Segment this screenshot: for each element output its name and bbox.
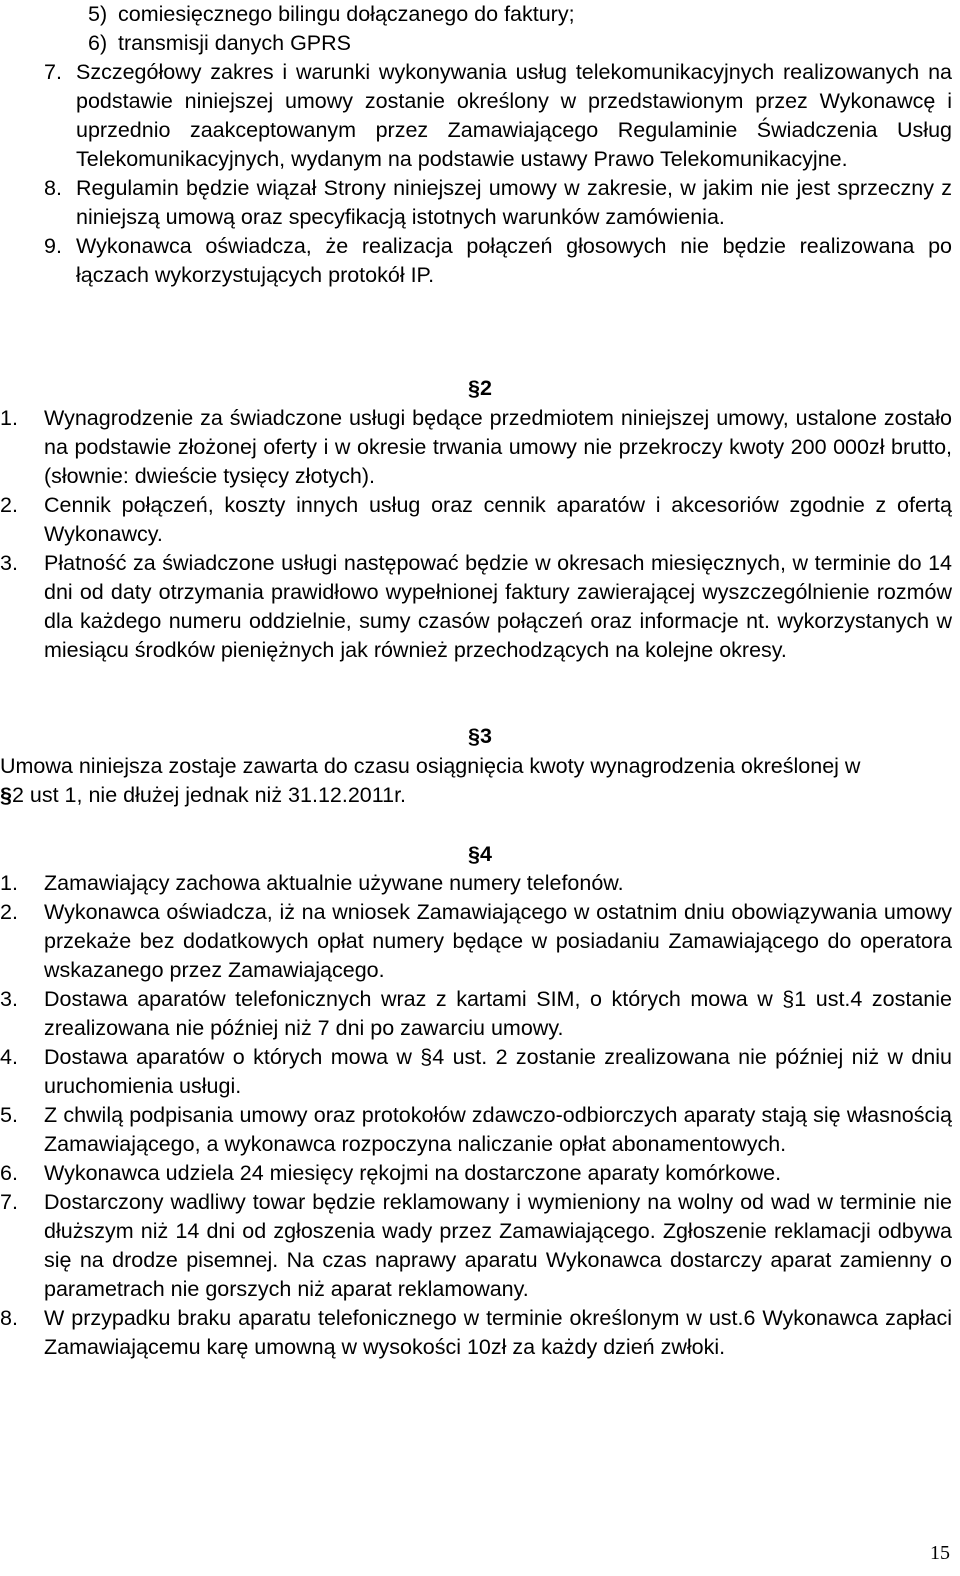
item-number: 2. [0, 900, 18, 924]
list-item [0, 1304, 952, 1362]
list-item [88, 0, 952, 29]
list-item [0, 985, 952, 1043]
list-item [0, 549, 952, 665]
section3-paragraph [0, 752, 870, 810]
item-number: 4. [0, 1045, 18, 1069]
item-number: 6) [88, 31, 108, 55]
item-number: 8. [44, 176, 62, 200]
item-text: Szczegółowy zakres i warunki wykonywania usług telekomunikacyjnych realizowanych na podstawie niniejszej umowy zostanie określony w przedstawionym przez Wykonawcę i uprzednio zaakceptowanym przez Zamawiającego Regulaminie Świadczenia Usług Telekomunikacyjnych, wydanym na podstawie ustawy Prawo Telekomunikacyjne. [76, 60, 952, 171]
paragraph-symbol: § [468, 376, 480, 400]
item-number: 3. [0, 551, 18, 575]
section4-list [0, 869, 952, 1362]
item-number: 8. [0, 1306, 18, 1330]
item-number: 6. [0, 1161, 18, 1185]
item-text: Cennik połączeń, koszty innych usług oraz cennik aparatów i akcesoriów zgodnie z ofertą Wykonawcy. [44, 493, 952, 546]
paragraph-symbol: § [468, 842, 480, 866]
item-number: 5) [88, 2, 108, 26]
item-text: Wynagrodzenie za świadczone usługi będące przedmiotem niniejszej umowy, ustalone zostało na podstawie złożonej oferty i w okresie trwania umowy nie przekroczy kwoty 200 000zł brutto, (słownie: dwieście tysięcy złotych). [44, 406, 952, 488]
item-text: Płatność za świadczone usługi następować będzie w okresach miesięcznych, w terminie do 14 dni od daty otrzymania prawidłowo wypełnionej faktury zawierającej wyszczególnienie rozmów dla każdego numeru oddzielnie, sumy czasów połączeń oraz informacje nt. wykorzystanych w miesiącu środków pieniężnych jak również przechodzących na kolejne okresy. [44, 551, 952, 662]
item-number: 3. [0, 987, 18, 1011]
list-item [44, 232, 952, 290]
item-number: 7. [44, 60, 62, 84]
section-3-heading [430, 722, 530, 751]
section-number: 3 [480, 724, 492, 748]
item-number: 9. [44, 234, 62, 258]
item-text: Z chwilą podpisania umowy oraz protokołów zdawczo-odbiorczych aparaty stają się własnością Zamawiającego, a wykonawca rozpoczyna naliczanie opłat abonamentowych. [44, 1103, 952, 1156]
paragraph-text: Umowa niniejsza zostaje zawarta do czasu osiągnięcia kwoty wynagrodzenia określonej w [0, 754, 861, 778]
item-text: Wykonawca oświadcza, iż na wniosek Zamawiającego w ostatnim dniu obowiązywania umowy przekaże bez dodatkowych opłat numery będące w posiadaniu Zamawiającego do operatora wskazanego przez Zamawiającego. [44, 900, 952, 982]
list-item [0, 1101, 952, 1159]
item-text: W przypadku braku aparatu telefonicznego w terminie określonym w ust.6 Wykonawca zapłaci Zamawiającemu karę umowną w wysokości 10zł za każdy dzień zwłoki. [44, 1306, 952, 1359]
item-number: 2. [0, 493, 18, 517]
top-list [88, 0, 952, 58]
list-item [44, 174, 952, 232]
section-2-heading [430, 374, 530, 403]
section-4-heading [430, 840, 530, 869]
paragraph-text: 2 ust 1, nie dłużej jednak niż 31.12.2011r. [11, 783, 407, 807]
list-item [0, 1043, 952, 1101]
item-text: Wykonawca udziela 24 miesięcy rękojmi na dostarczone aparaty komórkowe. [44, 1161, 782, 1185]
item-number: 1. [0, 871, 18, 895]
list-item [44, 58, 952, 174]
list-item [0, 1188, 952, 1304]
item-text: Dostawa aparatów o których mowa w §4 ust. 2 zostanie zrealizowana nie później niż w dniu uruchomienia usługi. [44, 1045, 952, 1098]
section1-list [44, 58, 952, 290]
paragraph-symbol: § [468, 724, 480, 748]
section-number: 2 [480, 376, 492, 400]
item-text: transmisji danych GPRS [118, 31, 351, 55]
paragraph-symbol: § [0, 783, 12, 807]
item-text: Regulamin będzie wiązał Strony niniejszej umowy w zakresie, w jakim nie jest sprzeczny z niniejszą umową oraz specyfikacją istotnych warunków zamówienia. [76, 176, 952, 229]
item-text: comiesięcznego bilingu dołączanego do faktury; [118, 2, 575, 26]
section2-list [0, 404, 952, 665]
list-item [0, 1159, 952, 1188]
list-item [0, 869, 952, 898]
list-item [0, 491, 952, 549]
section-number: 4 [480, 842, 492, 866]
item-number: 5. [0, 1103, 18, 1127]
item-text: Dostawa aparatów telefonicznych wraz z kartami SIM, o których mowa w §1 ust.4 zostanie zrealizowana nie później niż 7 dni po zawarciu umowy. [44, 987, 952, 1040]
list-item [0, 898, 952, 985]
item-number: 1. [0, 406, 18, 430]
list-item [0, 404, 952, 491]
item-text: Zamawiający zachowa aktualnie używane numery telefonów. [44, 871, 624, 895]
list-item [88, 29, 952, 58]
page-number: 15 [930, 1542, 950, 1564]
item-text: Dostarczony wadliwy towar będzie reklamowany i wymieniony na wolny od wad w terminie nie dłuższym niż 14 dni od zgłoszenia wady przez Zamawiającego. Zgłoszenie reklamacji odbywa się na drodze pisemnej. Na czas naprawy aparatu Wykonawca dostarczy aparat zamienny o parametrach nie gorszych niż aparat reklamowany. [44, 1190, 952, 1301]
item-number: 7. [0, 1190, 18, 1214]
item-text: Wykonawca oświadcza, że realizacja połączeń głosowych nie będzie realizowana po łączach wykorzystujących protokół IP. [76, 234, 952, 287]
